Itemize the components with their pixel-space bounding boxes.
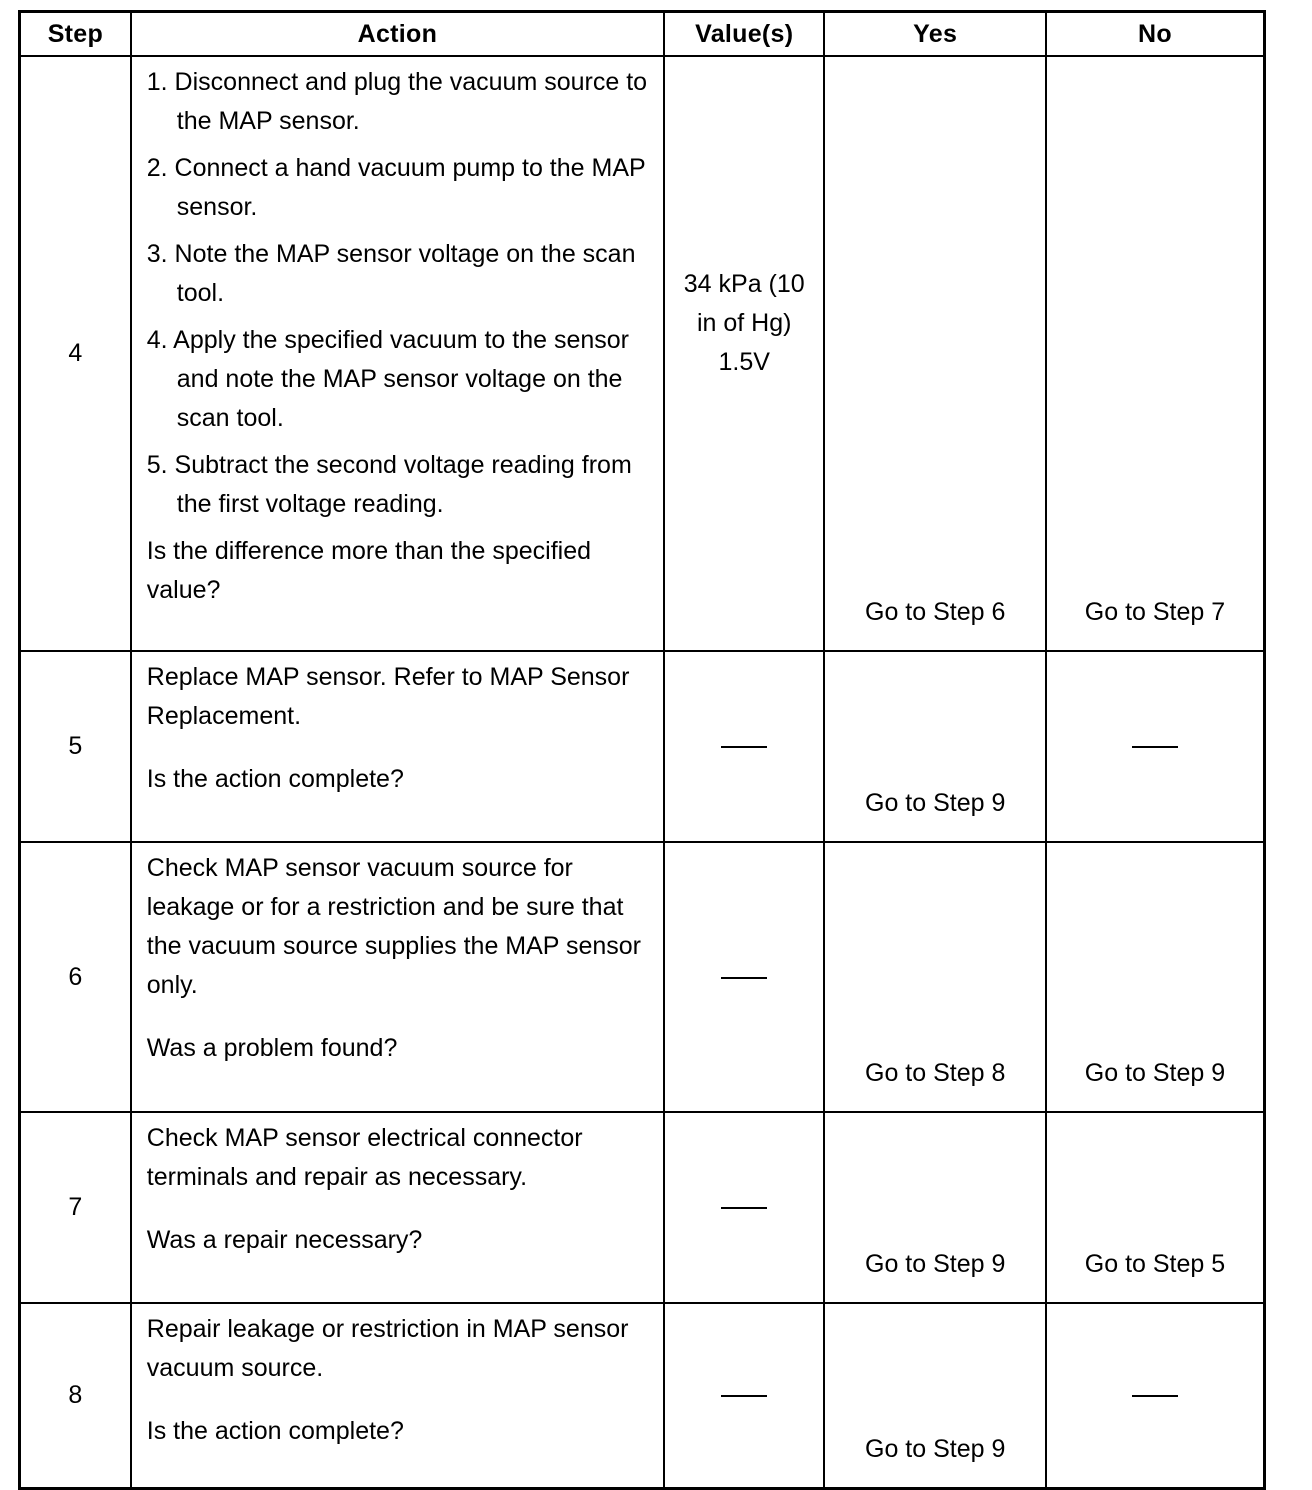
header-no: No xyxy=(1046,12,1265,57)
table-row-step-5 xyxy=(20,651,1265,842)
no-result xyxy=(1046,1303,1265,1489)
step-number: 6 xyxy=(20,842,131,1112)
header-yes: Yes xyxy=(824,12,1046,57)
action-cell xyxy=(131,651,664,842)
yes-result: Go to Step 6 xyxy=(824,56,1046,651)
not-applicable-dash xyxy=(721,1395,767,1397)
action-question: Is the difference more than the specified value? xyxy=(146,537,592,604)
step-number: 8 xyxy=(20,1303,131,1489)
diagnostic-table xyxy=(18,10,1266,1490)
action-step-item: 1. Disconnect and plug the vacuum source to the MAP sensor. xyxy=(146,68,648,135)
header-step: Step xyxy=(20,12,131,57)
action-cell xyxy=(131,56,664,651)
table-row-step-7 xyxy=(20,1112,1265,1303)
header-action: Action xyxy=(131,12,664,57)
table-header xyxy=(20,12,1265,57)
yes-result: Go to Step 9 xyxy=(824,1303,1046,1489)
not-applicable-dash xyxy=(721,977,767,979)
action-cell xyxy=(131,1303,664,1489)
not-applicable-dash xyxy=(1132,746,1178,748)
action-step-item: 2. Connect a hand vacuum pump to the MAP sensor. xyxy=(146,154,646,221)
step-number: 4 xyxy=(20,56,131,651)
value-cell xyxy=(664,651,824,842)
value-cell xyxy=(664,1112,824,1303)
no-result: Go to Step 7 xyxy=(1046,56,1265,651)
action-question: Is the action complete? xyxy=(146,1417,404,1445)
table-row-step-8 xyxy=(20,1303,1265,1489)
no-result xyxy=(1046,651,1265,842)
not-applicable-dash xyxy=(721,746,767,748)
table-row-step-4 xyxy=(20,56,1265,651)
action-step-item: 4. Apply the specified vacuum to the sensor and note the MAP sensor voltage on the scan tool. xyxy=(146,326,629,432)
yes-result: Go to Step 8 xyxy=(824,842,1046,1112)
action-text: Check MAP sensor vacuum source for leakage or for a restriction and be sure that the vacuum source supplies the MAP sensor only. xyxy=(146,854,642,999)
value-cell xyxy=(664,842,824,1112)
value-cell xyxy=(664,56,824,651)
header-row xyxy=(20,12,1265,57)
specified-value: 34 kPa (10 in of Hg) 1.5V xyxy=(683,270,805,376)
table-row-step-6 xyxy=(20,842,1265,1112)
action-step-item: 5. Subtract the second voltage reading from the first voltage reading. xyxy=(146,451,632,518)
table-body xyxy=(20,56,1265,1489)
step-number: 7 xyxy=(20,1112,131,1303)
action-question: Was a problem found? xyxy=(146,1034,398,1062)
action-question: Is the action complete? xyxy=(146,765,404,793)
header-values: Value(s) xyxy=(664,12,824,57)
action-step-list xyxy=(147,63,655,524)
yes-result: Go to Step 9 xyxy=(824,651,1046,842)
no-result: Go to Step 9 xyxy=(1046,842,1265,1112)
action-text: Check MAP sensor electrical connector terminals and repair as necessary. xyxy=(146,1124,583,1191)
no-result: Go to Step 5 xyxy=(1046,1112,1265,1303)
action-step-item: 3. Note the MAP sensor voltage on the scan tool. xyxy=(146,240,636,307)
action-question: Was a repair necessary? xyxy=(146,1226,423,1254)
action-text: Replace MAP sensor. Refer to MAP Sensor Replacement. xyxy=(146,663,630,730)
action-text: Repair leakage or restriction in MAP sensor vacuum source. xyxy=(146,1315,629,1382)
not-applicable-dash xyxy=(1132,1395,1178,1397)
step-number: 5 xyxy=(20,651,131,842)
action-cell xyxy=(131,1112,664,1303)
action-cell xyxy=(131,842,664,1112)
value-cell xyxy=(664,1303,824,1489)
not-applicable-dash xyxy=(721,1207,767,1209)
yes-result: Go to Step 9 xyxy=(824,1112,1046,1303)
